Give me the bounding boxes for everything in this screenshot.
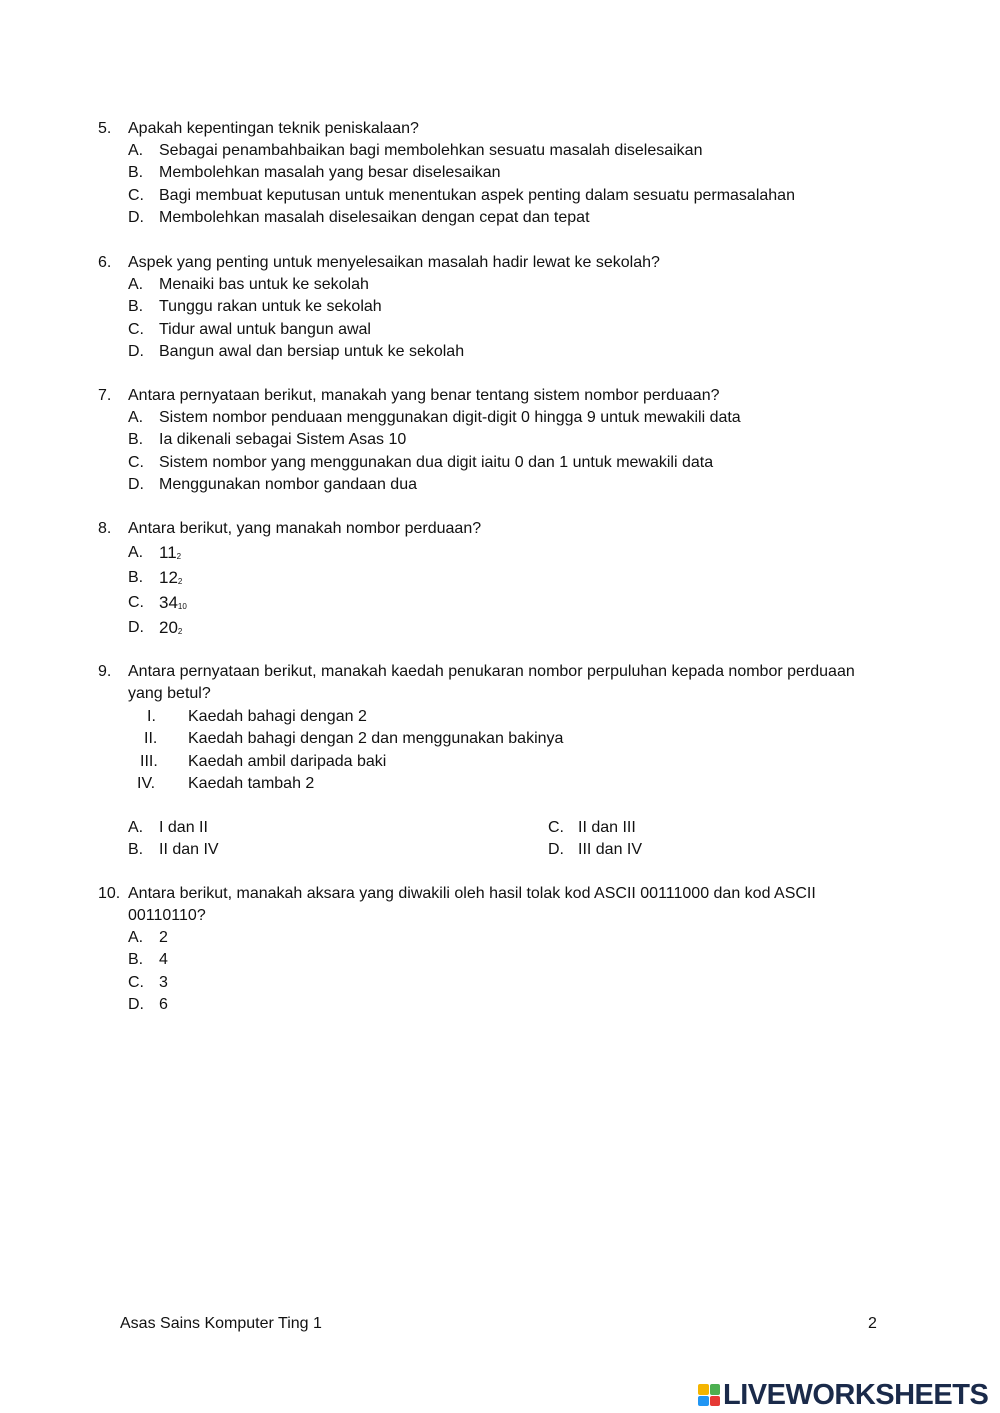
option-letter: D. — [548, 841, 564, 859]
statement-text: Kaedah ambil daripada baki — [188, 752, 387, 770]
option-d[interactable] — [128, 341, 878, 363]
option-a[interactable] — [128, 274, 878, 296]
option-text: 2 — [159, 929, 168, 946]
option-b[interactable] — [128, 565, 878, 590]
statement-ii — [136, 728, 878, 750]
logo-square-2 — [710, 1384, 721, 1395]
option-grid — [128, 817, 878, 863]
option-letter: C. — [128, 186, 144, 204]
option-list — [128, 140, 878, 229]
option-list — [128, 407, 878, 496]
option-text: II dan III — [578, 819, 636, 837]
statement-numeral: IV. — [137, 774, 156, 792]
option-a[interactable] — [128, 407, 878, 429]
option-letter: B. — [128, 951, 144, 969]
option-letter: C. — [128, 973, 144, 991]
statement-i — [136, 706, 878, 728]
option-text: Menggunakan nombor gandaan dua — [159, 475, 417, 493]
option-text: Sebagai penambahbaikan bagi membolehkan sesuatu masalah diselesaikan — [159, 142, 703, 159]
option-letter: A. — [128, 929, 144, 946]
option-list — [128, 927, 878, 1016]
statement-text: Kaedah bahagi dengan 2 dan menggunakan bakinya — [188, 730, 564, 748]
option-a[interactable] — [128, 140, 878, 162]
option-d[interactable] — [128, 615, 878, 640]
page-number: 2 — [868, 1315, 877, 1332]
option-letter: A. — [128, 409, 144, 426]
option-text: II dan IV — [159, 841, 219, 859]
statement-list — [136, 706, 878, 795]
option-b[interactable] — [128, 296, 878, 318]
number-base: 2 — [176, 552, 182, 561]
option-letter: D. — [128, 208, 144, 226]
option-letter: B. — [128, 569, 144, 586]
option-c[interactable] — [128, 452, 878, 474]
number-base: 2 — [177, 577, 183, 586]
option-c[interactable] — [128, 185, 878, 207]
number-base: 2 — [177, 627, 183, 636]
option-text: Membolehkan masalah yang besar diselesaikan — [159, 164, 501, 182]
option-letter: B. — [128, 164, 144, 182]
statement-numeral: III. — [140, 752, 158, 770]
option-d[interactable] — [128, 474, 878, 496]
question-number: 9. — [98, 663, 112, 680]
question-10 — [98, 883, 878, 1016]
question-text: Antara berikut, manakah aksara yang diwakili oleh hasil tolak kod ASCII 00111000 dan kod ASCII 00110110? — [128, 885, 816, 924]
number-value: 34 — [159, 593, 178, 612]
question-text: Antara pernyataan berikut, manakah yang benar tentang sistem nombor perduaan? — [128, 387, 720, 404]
question-8 — [98, 518, 878, 640]
option-text: Sistem nombor yang menggunakan dua digit iaitu 0 dan 1 untuk mewakili data — [159, 453, 714, 471]
footer-title: Asas Sains Komputer Ting 1 — [120, 1315, 322, 1332]
logo-square-4 — [710, 1396, 721, 1407]
option-text: Menaiki bas untuk ke sekolah — [159, 276, 369, 293]
option-letter: C. — [128, 320, 144, 338]
option-a[interactable] — [128, 927, 878, 949]
liveworksheets-logo-icon — [698, 1384, 720, 1406]
option-a[interactable] — [128, 540, 878, 565]
option-letter: A. — [128, 819, 144, 837]
option-letter: B. — [128, 841, 144, 859]
number-value: 20 — [159, 618, 178, 637]
question-number: 6. — [98, 254, 112, 271]
option-c[interactable] — [128, 972, 878, 994]
option-list — [128, 274, 878, 363]
logo-square-3 — [698, 1396, 709, 1407]
option-letter: D. — [128, 995, 144, 1013]
question-text: Antara pernyataan berikut, manakah kaedah penukaran nombor perpuluhan kepada nombor perduaan yang betul? — [128, 663, 855, 702]
option-d[interactable] — [128, 994, 878, 1016]
watermark-text: LIVEWORKSHEETS — [723, 1378, 989, 1411]
option-text: Sistem nombor penduaan menggunakan digit-digit 0 hingga 9 untuk mewakili data — [159, 409, 741, 426]
option-text: Bagi membuat keputusan untuk menentukan aspek penting dalam sesuatu permasalahan — [159, 186, 795, 204]
statement-numeral: I. — [147, 708, 156, 725]
statement-text: Kaedah tambah 2 — [188, 774, 315, 792]
question-7 — [98, 385, 878, 496]
option-letter: C. — [128, 453, 144, 471]
statement-text: Kaedah bahagi dengan 2 — [188, 708, 367, 725]
option-text: 3 — [159, 973, 168, 991]
question-text: Aspek yang penting untuk menyelesaikan masalah hadir lewat ke sekolah? — [128, 254, 660, 271]
statement-numeral: II. — [144, 730, 158, 748]
question-5 — [98, 118, 878, 229]
liveworksheets-watermark — [698, 1378, 988, 1412]
option-letter: D. — [128, 619, 144, 636]
option-letter: D. — [128, 342, 144, 360]
option-number — [159, 615, 182, 644]
option-letter: C. — [128, 594, 144, 611]
option-letter: A. — [128, 544, 144, 561]
option-letter: B. — [128, 431, 144, 449]
question-number: 7. — [98, 387, 112, 404]
number-value: 12 — [159, 568, 178, 587]
option-text: III dan IV — [578, 841, 643, 859]
question-text: Antara berikut, yang manakah nombor perduaan? — [128, 520, 482, 537]
option-letter: D. — [128, 475, 144, 493]
number-base: 10 — [177, 602, 187, 611]
option-d[interactable] — [128, 207, 878, 229]
question-number: 10. — [98, 885, 121, 902]
option-text: Ia dikenali sebagai Sistem Asas 10 — [159, 431, 407, 449]
option-text: Tidur awal untuk bangun awal — [159, 320, 371, 338]
question-number: 8. — [98, 520, 112, 537]
option-text: Tunggu rakan untuk ke sekolah — [159, 298, 382, 316]
statement-iv — [136, 773, 878, 795]
option-b[interactable] — [128, 429, 878, 451]
option-letter: A. — [128, 276, 144, 293]
option-list — [128, 540, 878, 640]
option-text: Membolehkan masalah diselesaikan dengan cepat dan tepat — [159, 208, 590, 226]
option-text: I dan II — [159, 819, 208, 837]
question-number: 5. — [98, 120, 112, 137]
question-6 — [98, 252, 878, 363]
option-b[interactable] — [128, 162, 878, 184]
number-value: 11 — [159, 543, 177, 562]
option-letter: B. — [128, 298, 144, 316]
question-9 — [98, 661, 878, 863]
option-letter: C. — [548, 819, 564, 837]
option-text: Bangun awal dan bersiap untuk ke sekolah — [159, 342, 465, 360]
statement-iii — [136, 751, 878, 773]
option-text: 4 — [159, 951, 168, 969]
logo-square-1 — [698, 1384, 709, 1395]
option-c[interactable] — [128, 319, 878, 341]
option-b[interactable] — [128, 949, 878, 971]
question-text: Apakah kepentingan teknik peniskalaan? — [128, 120, 419, 137]
option-c[interactable] — [128, 590, 878, 615]
option-text: 6 — [159, 995, 168, 1013]
option-letter: A. — [128, 142, 144, 159]
